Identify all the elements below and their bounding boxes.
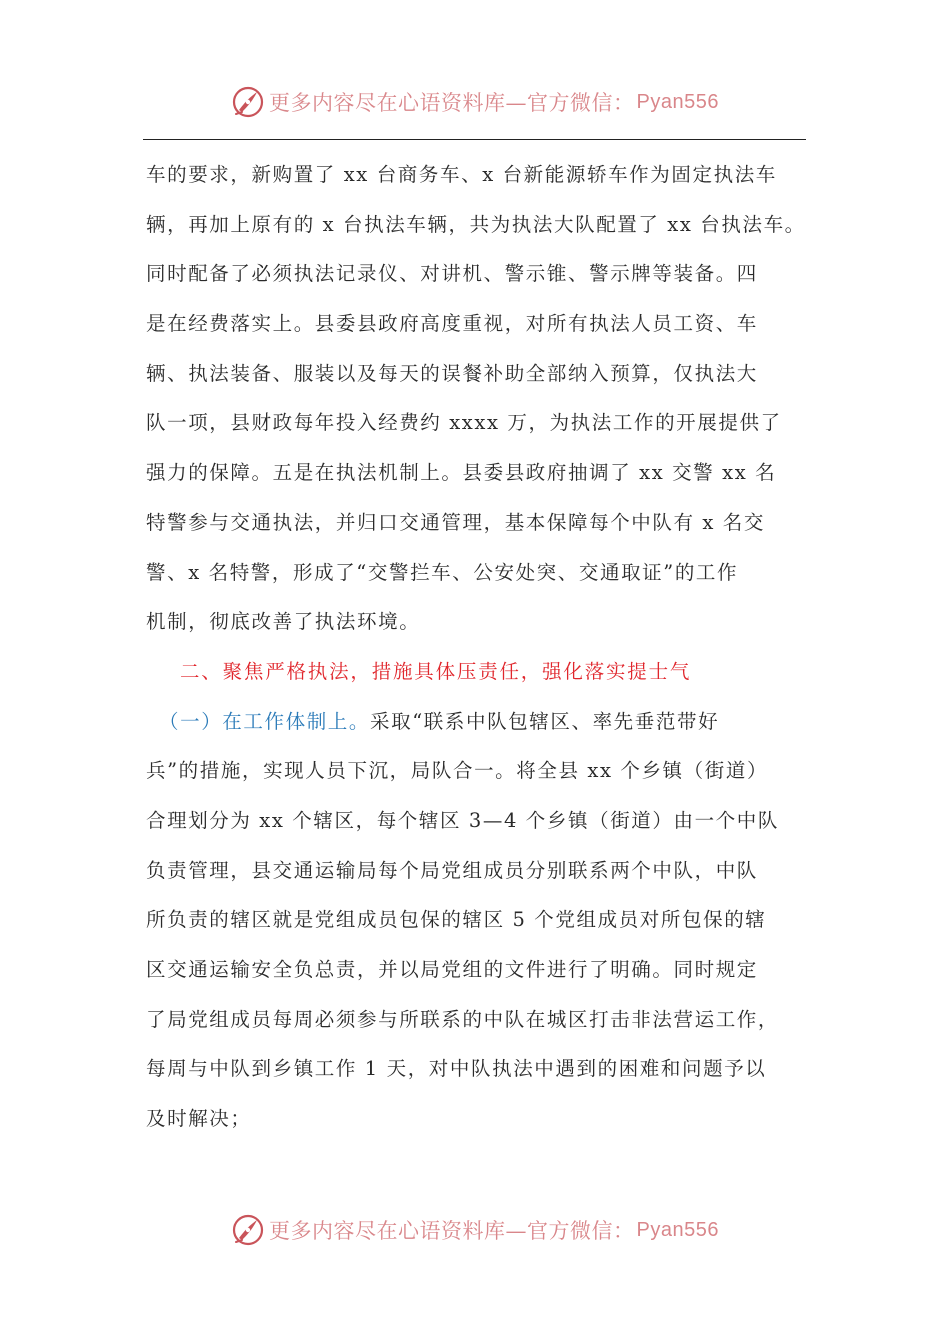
text-line: 警、x 名特警，形成了“交警拦车、公安处突、交通取证”的工作 <box>146 560 739 584</box>
document-body <box>146 150 826 1144</box>
footer-banner-handle: Pyan556 <box>636 1218 719 1241</box>
text-line: 辆，再加上原有的 x 台执法车辆，共为执法大队配置了 xx 台执法车。 <box>146 212 806 236</box>
header-banner-text: 更多内容尽在心语资料库—官方微信： <box>269 91 635 115</box>
text-line: 区交通运输安全负总责，并以局党组的文件进行了明确。同时规定 <box>146 958 758 981</box>
text-line: 负责管理，县交通运输局每个局党组成员分别联系两个中队，中队 <box>146 858 758 882</box>
text-line: 合理划分为 xx 个辖区，每个辖区 3—4 个乡镇（街道）由一个中队 <box>146 808 780 832</box>
section-heading: 二、聚焦严格执法，措施具体压责任，强化落实提士气 <box>180 659 692 683</box>
header-banner-handle: Pyan556 <box>636 90 719 113</box>
header-divider <box>143 139 806 140</box>
subsection-heading: （一）在工作体制上。 <box>159 709 371 733</box>
text-line: 同时配备了必须执法记录仪、对讲机、警示锥、警示牌等装备。四 <box>146 262 758 286</box>
text-line: 每周与中队到乡镇工作 1 天，对中队执法中遇到的困难和问题予以 <box>146 1057 767 1081</box>
footer-banner-text: 更多内容尽在心语资料库—官方微信： <box>269 1219 635 1243</box>
header-banner <box>0 82 950 122</box>
text-line: 所负责的辖区就是党组成员包保的辖区 5 个党组成员对所包保的辖 <box>146 908 767 932</box>
pen-nib-logo-icon <box>231 1213 265 1247</box>
text-line: 辆、执法装备、服装以及每天的误餐补助全部纳入预算，仅执法大 <box>146 361 758 385</box>
text-line: 队一项，县财政每年投入经费约 xxxx 万，为执法工作的开展提供了 <box>146 411 782 435</box>
text-line: 车的要求，新购置了 xx 台商务车、x 台新能源轿车作为固定执法车 <box>146 163 777 186</box>
text-line: 了局党组成员每周必须参与所联系的中队在城区打击非法营运工作， <box>146 1007 780 1031</box>
text-line: 及时解决； <box>146 1107 252 1131</box>
text-line: 机制，彻底改善了执法环境。 <box>146 610 421 634</box>
paragraph-continuation <box>146 150 826 647</box>
text-line: 兵”的措施，实现人员下沉，局队合一。将全县 xx 个乡镇（街道） <box>146 759 769 783</box>
text-line: 特警参与交通执法，并归口交通管理，基本保障每个中队有 x 名交 <box>146 510 765 534</box>
footer-banner <box>0 1210 950 1250</box>
text-line: 是在经费落实上。县委县政府高度重视，对所有执法人员工资、车 <box>146 312 758 336</box>
subsection-first-line <box>146 697 826 747</box>
subsection-first-line-text: 采取“联系中队包辖区、率先垂范带好 <box>370 709 720 733</box>
text-line: 强力的保障。五是在执法机制上。县委县政府抽调了 xx 交警 xx 名 <box>146 461 777 485</box>
subsection-paragraph <box>146 697 826 1144</box>
pen-nib-logo-icon <box>231 85 265 119</box>
